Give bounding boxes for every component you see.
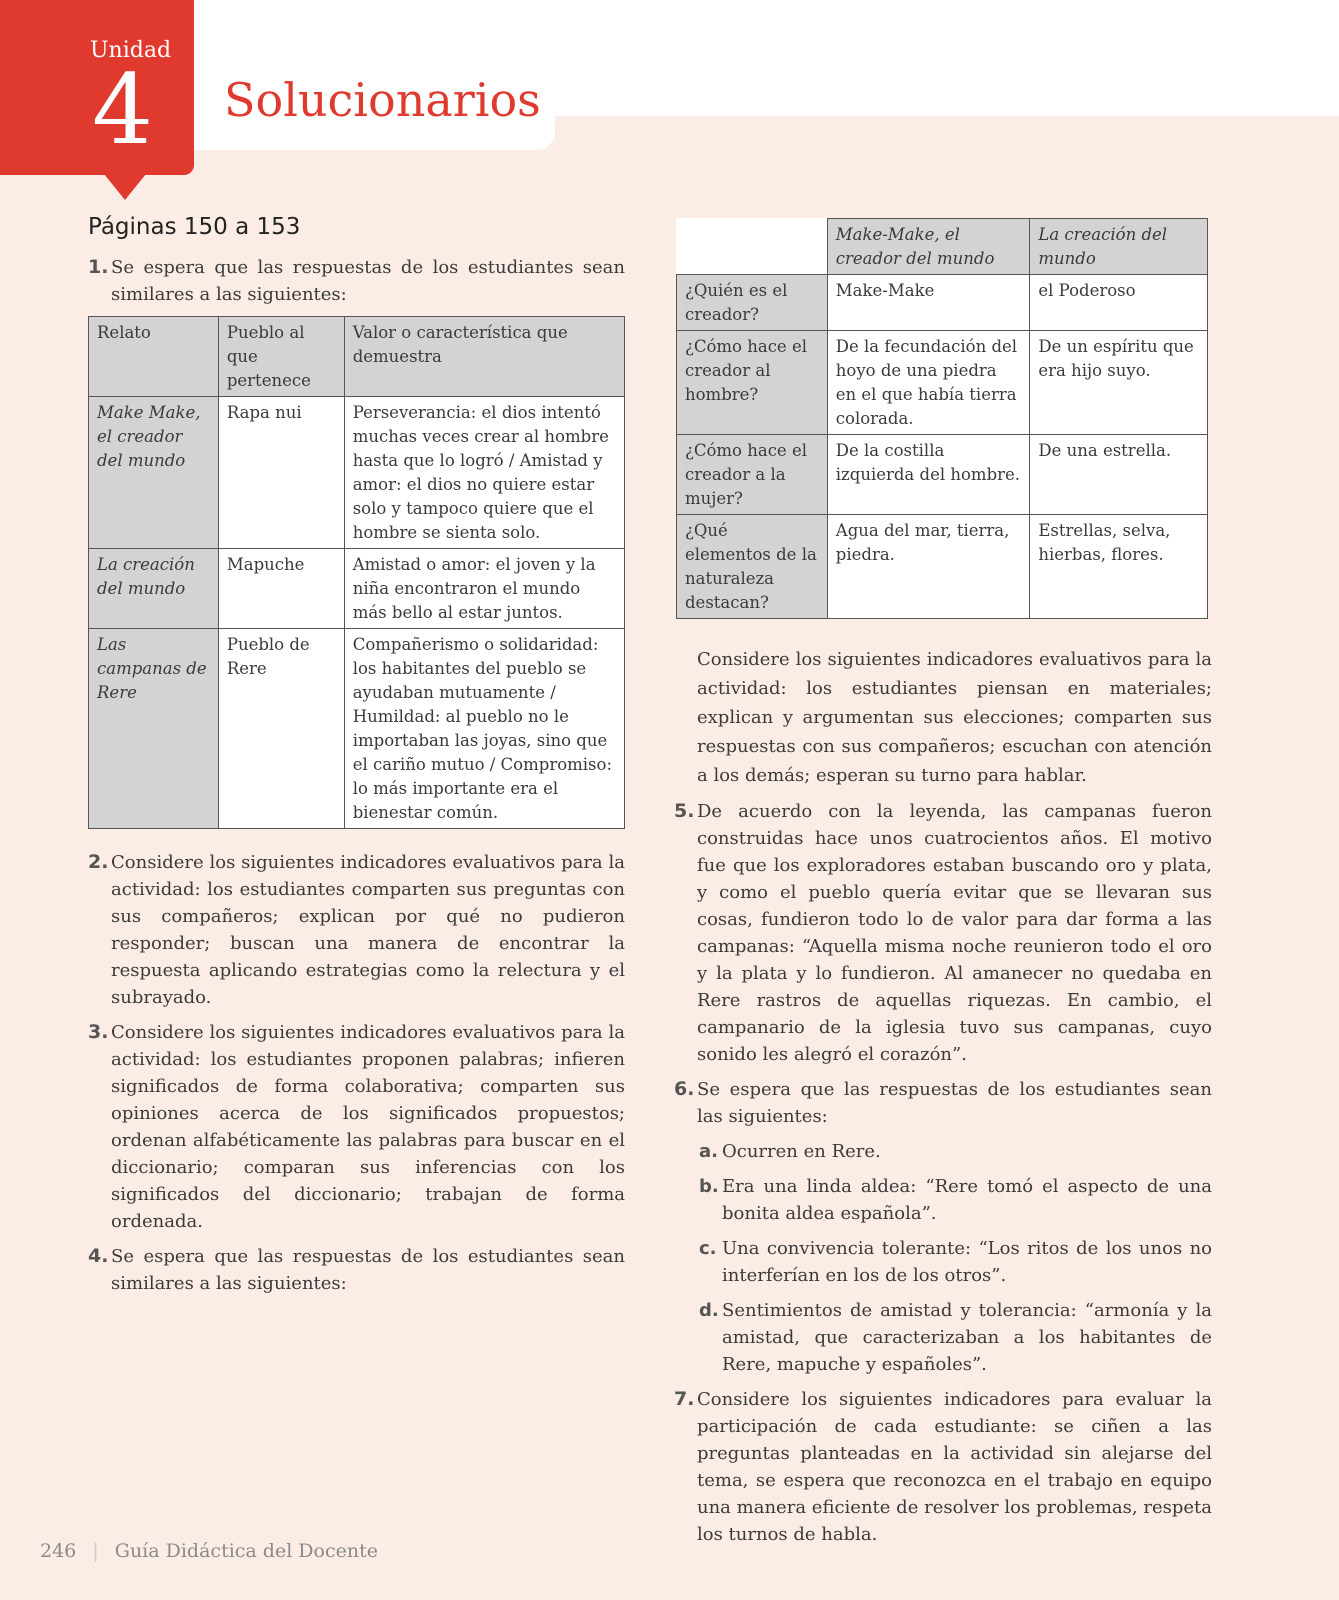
item-text: Se espera que las respuestas de los estudiantes sean las siguientes:: [697, 1079, 1212, 1127]
item-text: Se espera que las respuestas de los estudiantes sean similares a las siguientes:: [111, 257, 625, 305]
unit-badge-pointer: [104, 174, 146, 200]
sub-item-a: [674, 1138, 1212, 1165]
item-number: 7.: [674, 1388, 695, 1410]
sub-item-d: [674, 1297, 1212, 1378]
table-corner-cell: [677, 219, 828, 275]
item-number: 3.: [88, 1021, 109, 1043]
answer-item-7: [674, 1386, 1212, 1548]
table-header-cell: Relato: [89, 317, 219, 397]
item-text: Considere los siguientes indicadores para evaluar la participación de cada estudiante: se ciñen a las preguntas planteadas en la actividad sin alejarse del tema, se espera que reconozca en el trabajo en equipo una manera eficiente de resolver los problemas, respeta los turnos de habla.: [697, 1389, 1212, 1545]
table-cell: La creación del mundo: [89, 549, 219, 629]
table-header-cell: Make-Make, el creador del mundo: [827, 219, 1030, 275]
table-cell: ¿Qué elementos de la naturaleza destacan?: [677, 515, 828, 619]
item-text: Considere los siguientes indicadores evaluativos para la actividad: los estudiantes proponen palabras; infieren significados de forma colaborativa; comparten sus opiniones acerca de los significados propuestos; ordenan alfabéticamente las palabras para buscar en el diccionario; comparan sus inferencias con los significados del diccionario; trabajan de forma ordenada.: [111, 1022, 625, 1232]
sub-item-letter: c.: [699, 1238, 717, 1259]
item-4-indicators: Considere los siguientes indicadores evaluativos para la actividad: los estudiantes piensan en materiales; explican y argumentan sus elecciones; comparten sus respuestas con sus compañeros; escuchan con atención a los demás; esperan su turno para hablar.: [697, 649, 1212, 786]
page-title: Solucionarios: [224, 73, 541, 127]
item-number: 4.: [88, 1245, 109, 1267]
table-cell: De la fecundación del hoyo de una piedra en el que había tierra colorada.: [827, 331, 1030, 435]
table-cell: De la costilla izquierda del hombre.: [827, 435, 1030, 515]
page-number: 246: [40, 1540, 77, 1562]
table-cell: Compañerismo o solidaridad: los habitantes del pueblo se ayudaban mutuamente / Humildad: al pueblo no le importaban las joyas, sino que el cariño mutuo / Compromiso: lo más importante era el bienestar común.: [344, 629, 624, 829]
table-row: [677, 275, 1208, 331]
sub-item-letter: a.: [699, 1141, 718, 1162]
table-cell: De un espíritu que era hijo suyo.: [1030, 331, 1208, 435]
book-title: Guía Didáctica del Docente: [114, 1540, 378, 1562]
table-cell: el Poderoso: [1030, 275, 1208, 331]
answer-item-6: [674, 1076, 1212, 1130]
table-row: [677, 435, 1208, 515]
unit-number: 4: [92, 54, 154, 166]
item-text: Considere los siguientes indicadores evaluativos para la actividad: los estudiantes comparten sus preguntas con sus compañeros; explican por qué no pudieron responder; buscan una manera de encontrar la respuesta aplicando estrategias como la relectura y el subrayado.: [111, 852, 625, 1008]
item-text: De acuerdo con la leyenda, las campanas fueron construidas hace unos cuatrocientos años. El motivo fue que los exploradores estaban buscando oro y plata, y como el pueblo quería evitar que se llevaran sus cosas, fundieron todo lo de valor para dar forma a las campanas: “Aquella misma noche reunieron todo el oro y la plata y lo fundieron. Al amanecer no quedaba en Rere rastros de aquellas riquezas. En cambio, el campanario de la iglesia tuvo sus campanas, cuyo sonido les alegró el corazón”.: [697, 801, 1212, 1065]
table-row: [677, 331, 1208, 435]
sub-item-text: Era una linda aldea: “Rere tomó el aspecto de una bonita aldea española”.: [722, 1176, 1212, 1224]
table-cell: Amistad o amor: el joven y la niña encontraron el mundo más bello al estar juntos.: [344, 549, 624, 629]
sub-item-text: Una convivencia tolerante: “Los ritos de los unos no interferían en los de los otros”.: [722, 1238, 1212, 1286]
item-number: 1.: [88, 256, 109, 278]
table-row: [89, 549, 625, 629]
table-cell: Pueblo de Rere: [218, 629, 344, 829]
answer-item-5: [674, 798, 1212, 1068]
table-header-cell: Valor o característica que demuestra: [344, 317, 624, 397]
table-cell: Las campanas de Rere: [89, 629, 219, 829]
table-cell: Mapuche: [218, 549, 344, 629]
table-row: [89, 397, 625, 549]
item-number: 2.: [88, 851, 109, 873]
table-cell: ¿Quién es el creador?: [677, 275, 828, 331]
table-cell: Make-Make: [827, 275, 1030, 331]
table-cell: ¿Cómo hace el creador al hombre?: [677, 331, 828, 435]
sub-item-letter: b.: [699, 1176, 719, 1197]
sub-item-text: Ocurren en Rere.: [722, 1141, 881, 1162]
answer-item-1: [88, 254, 625, 308]
sub-item-letter: d.: [699, 1300, 719, 1321]
table-cell: De una estrella.: [1030, 435, 1208, 515]
table-header-cell: La creación del mundo: [1030, 219, 1208, 275]
answer-item-2: [88, 849, 625, 1011]
footer-separator: |: [92, 1540, 99, 1562]
answer-item-4: [88, 1243, 625, 1297]
table-cell: Estrellas, selva, hierbas, flores.: [1030, 515, 1208, 619]
left-column: [88, 210, 625, 1305]
sub-item-b: [674, 1173, 1212, 1227]
unit-label: Unidad: [90, 38, 172, 63]
table-row: [89, 629, 625, 829]
table-header-row: [89, 317, 625, 397]
table-cell: Perseverancia: el dios intentó muchas veces crear al hombre hasta que lo logró / Amistad y amor: el dios no quiere estar solo y tampoco quiere que el hombre se sienta solo.: [344, 397, 624, 549]
sub-item-c: [674, 1235, 1212, 1289]
sub-item-text: Sentimientos de amistad y tolerancia: “armonía y la amistad, que caracterizaban a los habitantes de Rere, mapuche y españoles”.: [722, 1300, 1212, 1375]
table-cell: Make Make, el creador del mundo: [89, 397, 219, 549]
item-number: 6.: [674, 1078, 695, 1100]
answer-item-3: [88, 1019, 625, 1235]
comparison-table: [676, 218, 1208, 619]
page-footer: [40, 1540, 378, 1562]
table-cell: Rapa nui: [218, 397, 344, 549]
table-header-row: [677, 219, 1208, 275]
table-cell: Agua del mar, tierra, piedra.: [827, 515, 1030, 619]
table-header-cell: Pueblo al que pertenece: [218, 317, 344, 397]
section-heading: Páginas 150 a 153: [88, 214, 301, 240]
right-column: [674, 218, 1212, 1556]
table-row: [677, 515, 1208, 619]
values-table: [88, 316, 625, 829]
unit-badge: [0, 0, 194, 175]
item-number: 5.: [674, 800, 695, 822]
item-text: Se espera que las respuestas de los estudiantes sean similares a las siguientes:: [111, 1246, 625, 1294]
table-cell: ¿Cómo hace el creador a la mujer?: [677, 435, 828, 515]
